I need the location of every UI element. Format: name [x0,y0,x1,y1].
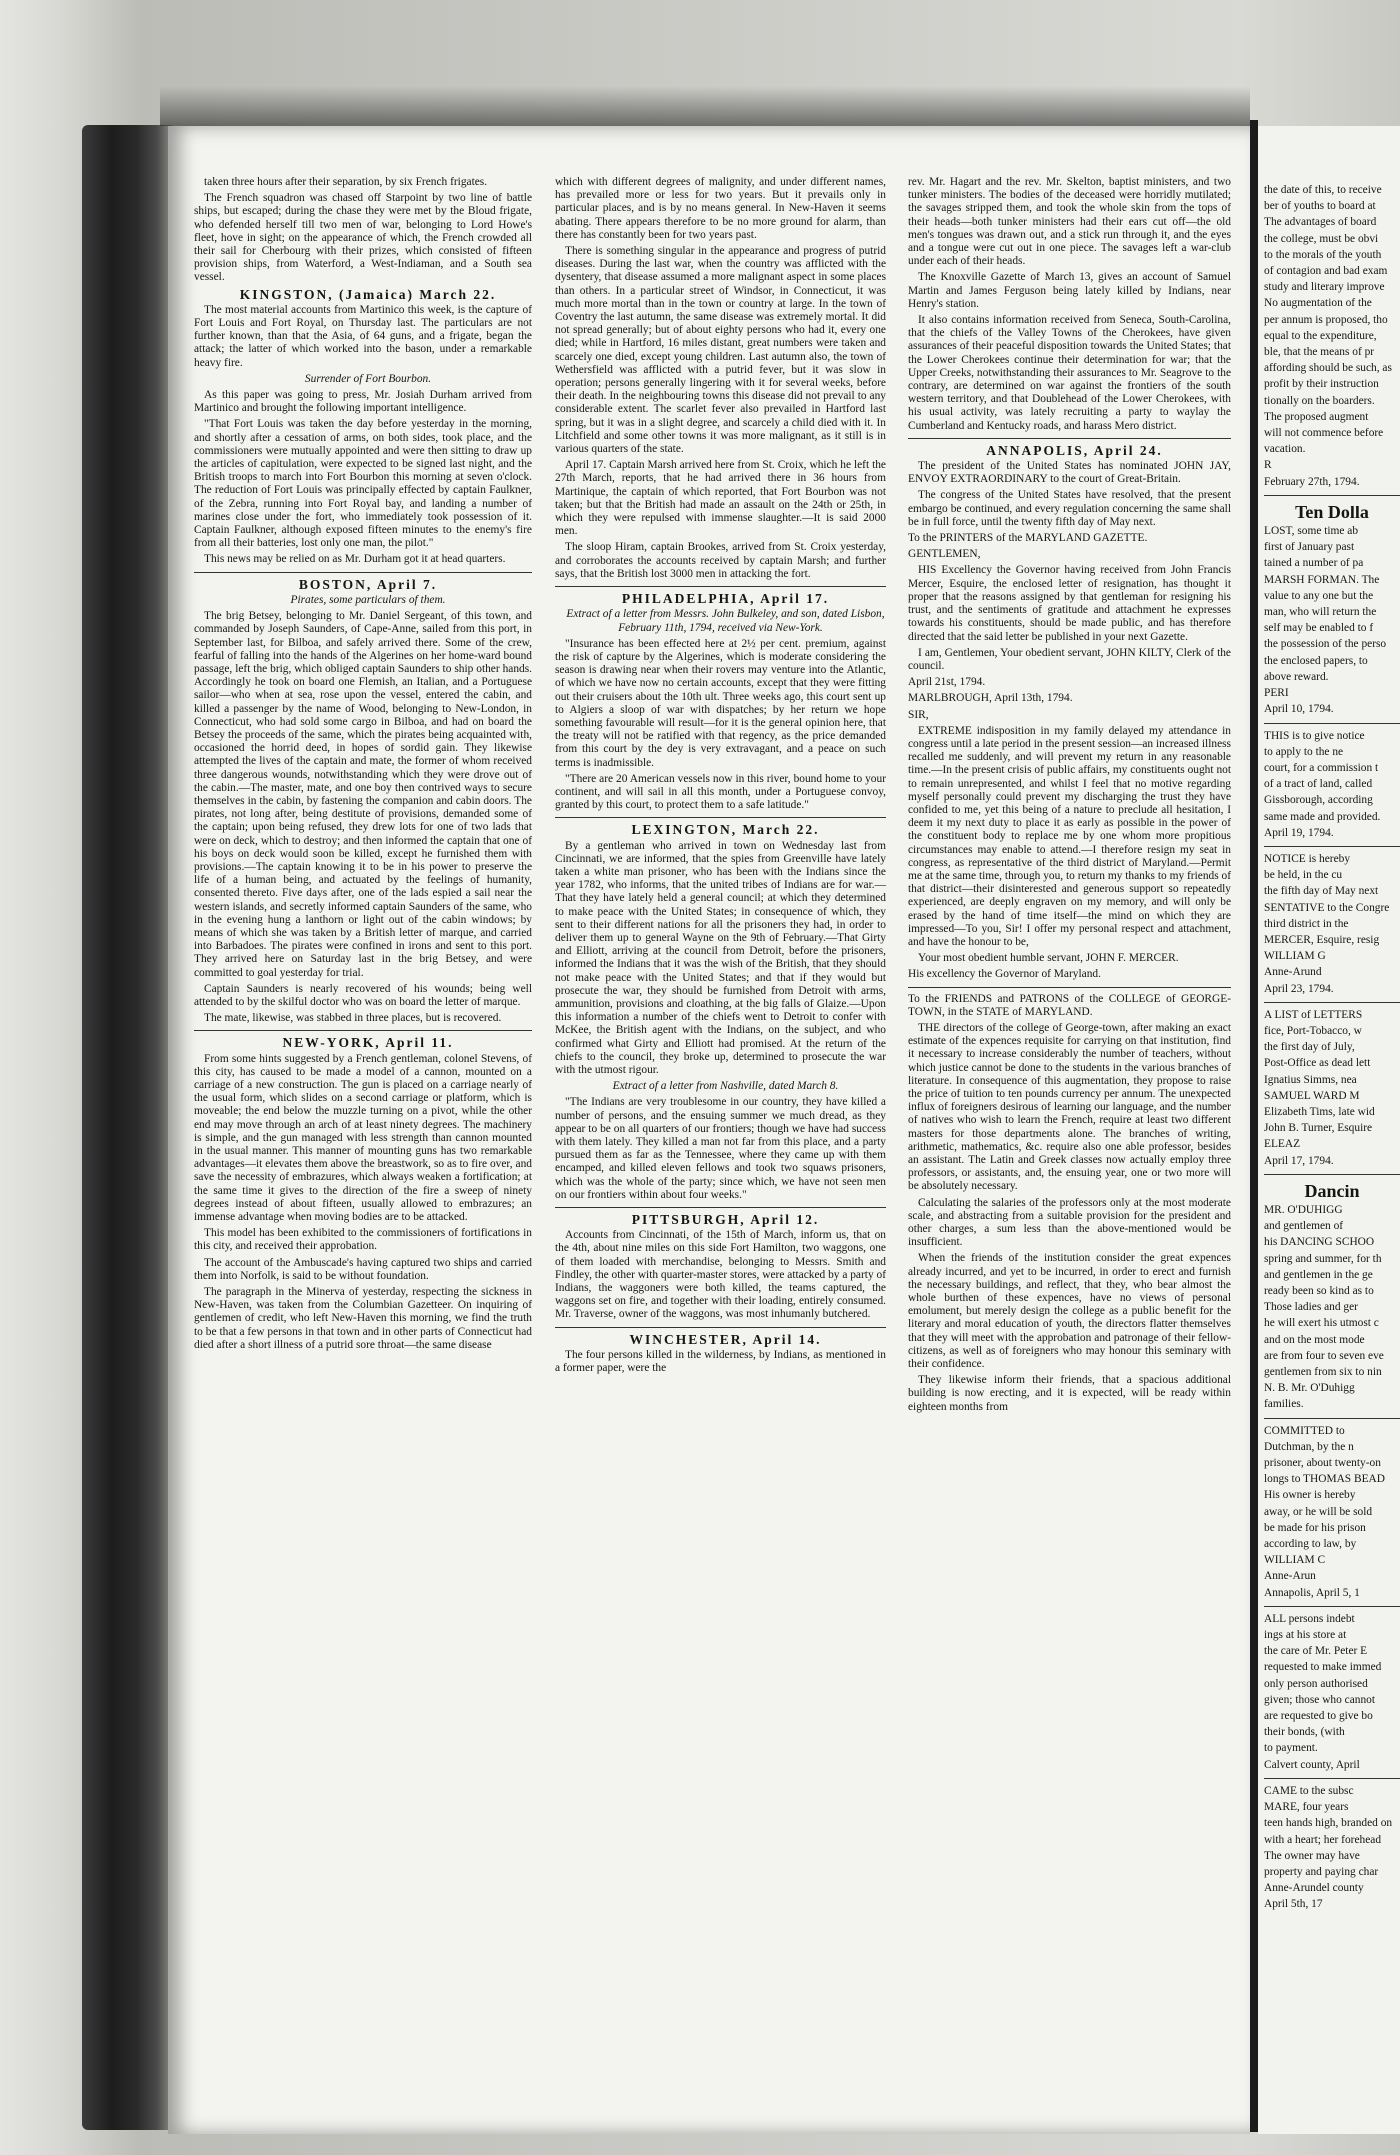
article-paragraph: The most material accounts from Martinico this week, is the capture of Fort Louis and Fort Royal, on Thursday last. The particulars are not further known, than that the Asia, of 64 guns, and a frigate, began the attack; the latter of which worked into the bason, under a remarkable heavy fire. [194,303,532,369]
article-paragraph: THIS is to give notice [1264,729,1365,742]
article-paragraph: tionally on the boarders. [1264,394,1375,407]
article-paragraph: To the FRIENDS and PATRONS of the COLLEGE of GEORGE-TOWN, in the STATE of MARYLAND. [908,992,1231,1018]
article-paragraph: SIR, [908,708,929,721]
article-paragraph: EXTREME indisposition in my family delayed my attendance in congress until a late period in the present session—an increased illness recalled me suddenly, and will prevent my return in any reasonable time.—In the present crisis of public affairs, my constituents ought not to remain unrepresented, and whilst I feel that no motive regarding myself personally could prevent my discharging the trust they have confided to me, yet this being of a nature to preclude all hesitation, I deem it my next duty to place it as early as possible in the power of the constituent body to replace me by one whom more propitious circumstances may enable to attend.—I therefore resign my seat in congress, as representative of the third district of Maryland.—Permit me at the same time, through you, to return my thanks to my friends of that district—their disinterested and generous support so repeatedly experienced, are deeply engraven on my memory, and will only be erased by the hand of time itself—the mind on which they are impressed—To you, Sir! I offer my personal respect and attachment, and have the honour to be, [908,724,1231,948]
article-paragraph: affording should be such, as [1264,362,1392,375]
article-paragraph: and on the most mode [1264,1333,1365,1346]
article-paragraph: "There are 20 American vessels now in this river, bound home to your continent, and will sail in all this month, under a Portuguese convoy, granted by this court, to protect them to a safe latitude." [555,772,886,812]
article-paragraph: of a tract of land, called [1264,778,1373,791]
article-paragraph: Anne-Arun [1264,1570,1316,1583]
article-paragraph: The advantages of board [1264,216,1377,229]
article-paragraph: WILLIAM C [1264,1554,1326,1567]
article-paragraph: first of January past [1264,541,1355,554]
dateline: LEXINGTON, March 22. [631,822,820,838]
dateline: KINGSTON, (Jamaica) March 22. [239,286,497,302]
article-paragraph: families. [1264,1398,1304,1411]
article-paragraph: No augmentation of the [1264,297,1372,310]
article-paragraph: rev. Mr. Hagart and the rev. Mr. Skelton, baptist ministers, and two tunker ministers. The bodies of the deceased were horridly mutilated; the savages stripped them, and took the whole skin from the tops of their heads—both tunker ministers had their ears cut off—the old men's tongues was drawn out, and a stick run through it, and the eyes and a tongue were cut out in one piece. The savages left a war-club under each of their heads. [908,176,1231,268]
book-spine [82,125,172,2130]
column-rule [555,586,886,587]
article-paragraph: prisoner, about twenty-on [1264,1457,1381,1470]
article-paragraph: Those ladies and ger [1264,1301,1358,1314]
page-gutter [1250,120,1258,2132]
article-paragraph: are from four to seven eve [1264,1349,1384,1362]
article-paragraph: When the friends of the institution consider the great expences already incurred, and yet to be incurred, in order to erect and furnish the necessary buildings, and reflect, that they, who bear almost the whole burthen of these expences, have no views of personal emolument, but merely design the college as a public benefit for the literary and moral education of youth, the directors flatter themselves that they will meet with the approbation and patronage of their fellow-citizens, as well as of foreigners who may honour this seminary with their confidence. [908,1252,1231,1371]
dateline: PHILADELPHIA, April 17. [621,591,830,607]
article-paragraph: The president of the United States has nominated JOHN JAY, ENVOY EXTRAORDINARY to the court of Great-Britain. [908,460,1231,486]
page-top-shadow [160,86,1250,126]
article-paragraph: LOST, some time ab [1264,525,1359,538]
column-2 [555,176,886,1378]
column-rule [555,1327,886,1328]
article-paragraph: to apply to the ne [1264,745,1344,758]
article-paragraph: he will exert his utmost c [1264,1317,1379,1330]
article-paragraph: Annapolis, April 5, 1 [1264,1586,1360,1599]
article-paragraph: SAMUEL WARD M [1264,1089,1360,1102]
ad-heading: Ten Dolla [1295,505,1369,520]
article-paragraph: their bonds, (with [1264,1726,1345,1739]
article-paragraph: April 23, 1794. [1264,982,1334,995]
article-paragraph: and gentlemen in the ge [1264,1268,1373,1281]
article-paragraph: N. B. Mr. O'Duhigg [1264,1382,1355,1395]
article-paragraph: Dutchman, by the n [1264,1440,1354,1453]
article-paragraph: court, for a commission t [1264,761,1379,774]
column-3 [908,176,1231,1417]
column-rule [908,987,1231,988]
article-paragraph: longs to THOMAS BEAD [1264,1473,1385,1486]
column-rule [1264,1418,1400,1419]
article-paragraph: away, or he will be sold [1264,1505,1373,1518]
article-paragraph: profit by their instruction [1264,378,1379,391]
article-paragraph: The account of the Ambuscade's having captured two ships and carried them into Norfolk, is said to be without foundation. [194,1256,532,1282]
article-paragraph: Gissborough, according [1264,794,1373,807]
column-rule [1264,1174,1400,1175]
article-paragraph: Your most obedient humble servant, JOHN F. MERCER. [918,952,1179,965]
article-paragraph: fice, Port-Tobacco, w [1264,1024,1362,1037]
article-paragraph: Elizabeth Tims, late wid [1264,1105,1375,1118]
article-paragraph: of contagion and bad exam [1264,265,1388,278]
article-paragraph: NOTICE is hereby [1264,852,1351,865]
article-paragraph: with a heart; her forehead [1264,1833,1382,1846]
article-paragraph: the enclosed papers, to [1264,654,1368,667]
article-paragraph: It also contains information received from Seneca, South-Carolina, that the chiefs of the Valley Towns of the Cherokees, have given assurances of their peaceful disposition towards the United States; that the Lower Cherokees continue their determination for war; that the Upper Creeks, notwithstanding their assurances to Mr. Seagrove to the contrary, are determined on war against the frontiers of the south western territory, and that Doublehead of the Lower Cherokees, with his usual activity, was lately recruiting a party to waylay the Cumberland and Kentucky roads, and harass Mero district. [908,314,1231,432]
article-paragraph: ready been so kind as to [1264,1285,1374,1297]
article-paragraph: The four persons killed in the wilderness, by Indians, as mentioned in a former paper, were the [555,1348,886,1375]
dateline: ANNAPOLIS, April 24. [986,442,1163,458]
article-paragraph: and gentlemen of [1264,1220,1344,1233]
article-paragraph: MARSH FORMAN. The [1264,573,1380,586]
article-paragraph: April 5th, 17 [1264,1898,1323,1911]
article-paragraph: April 17, 1794. [1264,1154,1334,1167]
article-paragraph: the care of Mr. Peter E [1264,1645,1368,1658]
article-paragraph: ALL persons indebt [1264,1612,1355,1625]
article-paragraph: property and paying char [1264,1865,1379,1878]
article-paragraph: given; those who cannot [1264,1693,1376,1706]
article-paragraph: third district in the [1264,917,1349,930]
article-paragraph: are requested to give bo [1264,1710,1373,1723]
column-rule [1264,1778,1400,1779]
article-paragraph: They likewise inform their friends, that a spacious additional building is now erecting, and it is expected, will be ready within eighteen months from [908,1374,1231,1413]
article-paragraph: COMMITTED to [1264,1424,1345,1437]
article-paragraph: which with different degrees of malignity, and under different names, has prevailed more or less for two years. But it prevails only in particular places, and is by no means general. In New-Haven it seems abating. There appears therefore to be no more ground for alarm, than there has constantly been for two years past. [555,176,886,241]
article-paragraph: From some hints suggested by a French gentleman, colonel Stevens, of this city, has caused to be made a model of a cannon, mounted on a carriage of a new construction. The gun is placed on a carriage nearly of the usual form, which slides on a second carriage or platform, which is moveable; the end below the muzzle turning on a pivot, while the other end may move through an arch of at least ninety degrees. The machinery is simple, and the gun managed with less strength than cannon mounted in the usual manner. This manner of mounting guns has two remarkable advantages—it elevates them above the breastwork, so as to fire over, and save the necessity of embrazures, which always weaken a fortification; at the same time it gives to the direction of the fire a sweep of ninety degrees instead of about fifteen, usually allowed to embrazures; an immense advantage when moving bodies are to be attacked. [194,1052,532,1224]
article-paragraph: "Insurance has been effected here at 2½ per cent. premium, against the risk of capture by the Algerines, which is moderate considering the season is drawing near when their rovers may venture into the Atlantic, of which we have now no certain accounts, except that they were fitting out their cruisers about the 10th ult. Three weeks ago, this court sent up to Algiers a sloop of war with dispatches; by her return we hope something favourable will result—for it is the general opinion here, that the treaty will not be ratified with that regency, as the price demanded from this court by the dey is very extravagant, and a peace on such terms is inadmissible. [555,637,886,769]
article-paragraph: His owner is hereby [1264,1489,1356,1502]
column-rule [194,1030,532,1031]
column-rule [194,572,532,573]
article-paragraph: SENTATIVE to the Congre [1264,901,1390,914]
dateline: PITTSBURGH, April 12. [631,1212,820,1228]
article-paragraph: ber of youths to board at [1264,200,1376,213]
column-1 [194,176,532,1355]
article-paragraph: MR. O'DUHIGG [1264,1203,1343,1216]
article-paragraph: THE directors of the college of George-town, after making an exact estimate of the expences requisite for carrying on that institution, find it necessary to increase considerably the number of teachers, without which justice cannot be done to the students in the various branches of literature. In consequence of this augmentation, they propose to raise the price of tuition to ten pounds currency per annum. The unexpected influx of foreigners desirous of learning our language, and the number of natives who wish to learn the French, require at least two different masters for those departments alone. The branches of writing, arithmetic, mathematics, &c. require also one able professor, besides an assistant. The Latin and Greek classes now actually employ three professors, or assistants, and, the ensuing year, one or two more will be absolutely necessary. [908,1021,1231,1193]
article-paragraph: only person authorised [1264,1677,1368,1690]
article-paragraph: April 17. Captain Marsh arrived here from St. Croix, which he left the 27th March, reports, that he had arrived there in 36 hours from Martinique, the captain of which reported, that Fort Bourbon was not taken; but that the British had made an assault on the 24th or 25th, in which they were repulsed with immense slaughter.—It is said 2000 men. [555,459,886,538]
dateline: BOSTON, April 7. [298,576,438,592]
article-paragraph: will not commence before [1264,427,1384,440]
article-paragraph: Calculating the salaries of the professors only at the most moderate scale, and abstracting from a suitable provision for the president and other charges, a sum less than the above-mentioned would be insufficient. [908,1196,1231,1249]
article-paragraph: His excellency the Governor of Maryland. [908,968,1101,981]
article-paragraph: CAME to the subsc [1264,1784,1354,1797]
article-paragraph: to payment. [1264,1742,1318,1755]
article-paragraph: the date of this, to receive [1264,184,1382,196]
article-paragraph: As this paper was going to press, Mr. Josiah Durham arrived from Martinico and brought the following important intelligence. [194,389,532,415]
article-paragraph: his DANCING SCHOO [1264,1236,1375,1249]
article-paragraph: To the PRINTERS of the MARYLAND GAZETTE. [908,532,1148,545]
subheading: Extract of a letter from Messrs. John Bulkeley, and son, dated Lisbon, February 11th, 1794, received via New-York. [566,608,885,634]
article-paragraph: The Knoxville Gazette of March 13, gives an account of Samuel Martin and James Ferguson being lately killed by Indians, near Henry's station. [908,271,1231,310]
column-rule [1264,1606,1400,1607]
column-rule [555,817,886,818]
article-paragraph: The brig Betsey, belonging to Mr. Daniel Sergeant, of this town, and commanded by Joseph Saunders, of Cape-Anne, sailed from this port, in September last, for Bilboa, and safely arrived there. Some of the crew, fearful of falling into the hands of the Algerines on her home-ward bound passage, left the brig, which obliged captain Saunders to ship other hands. Accordingly he took on board one Flemish, an Italian, and a Portuguese sailor—who when at sea, rose upon the vessel, entered the cabin, and killed a passenger by the name of Wood, belonging to New-London, in Connecticut, who had sold some cargo in Bilboa, and had on board the Betsey the proceeds of the same, which the pirates being acquainted with, occasioned the horrid deed, in hopes of sordid gain. They likewise attempted the lives of the captain and mate, the former of whom received three dangerous wounds, notwithstanding which they were drove out of the cabin.—The master, mate, and one boy then contrived ways to secure themselves in the cabin, by fastening the companion and cabin doors. The pirates, not long after, being destitute of provisions, demanded some of the captain; upon being refused, they drew lots for one of two lads that were on deck, which to destroy; and then informed the captain that one of his boys on deck would soon be killed, except he furnished them with provisions.—The captain knowing it to be in his power to preserve the life of a human being, and actuated by the feelings of humanity, consented thereto. Five days after, one of the lads espied a sail near the western islands, and secretly informed captain Saunders of the same, who in the evening hung a lanthorn or light out of the cabin windows; by means of which she was taken by a British letter of marque, and carried into Barbadoes. The pirates were confined in irons and sent to this port. They arrived here on Saturday last in the brig Betsey, and were committed to goal yesterday for trial. [194,610,532,979]
article-paragraph: The mate, likewise, was stabbed in three places, but is recovered. [204,1012,502,1025]
article-paragraph: teen hands high, branded on [1264,1817,1393,1830]
article-paragraph: the possession of the perso [1264,638,1387,651]
subheading: Surrender of Fort Bourbon. [304,372,432,385]
article-paragraph: I am, Gentlemen, Your obedient servant, JOHN KILTY, Clerk of the council. [908,646,1231,672]
article-paragraph: tained a number of pa [1264,557,1364,570]
right-page-column [1264,184,1400,1915]
article-paragraph: taken three hours after their separation, by six French frigates. [204,176,488,188]
newspaper-page-right [1258,126,1400,2134]
article-paragraph: "That Fort Louis was taken the day before yesterday in the morning, and shortly after a cessation of arms, on both sides, took place, and the commissioners were mutually appointed and were then sitting to draw up the articles of capitulation, were expected to be signed last night, and the British troops to march into Fort Bourbon this morning at seven o'clock. The reduction of Fort Louis was principally effected by captain Faulkner, of the Zebra, running into Fort Royal bay, and landing a number of marines close under the fort, who immediately took possession of it. Captain Faulkner, although exposed fifteen minutes to the enemy's fire from all their batteries, lost only one man, the pilot." [194,418,532,550]
article-paragraph: Captain Saunders is nearly recovered of his wounds; being well attended to by the skilful doctor who was on board the letter of marque. [194,982,532,1008]
article-paragraph: ings at his store at [1264,1629,1347,1642]
article-paragraph: the college, must be obvi [1264,232,1379,245]
article-paragraph: February 27th, 1794. [1264,475,1360,488]
article-paragraph: The owner may have [1264,1849,1360,1862]
newspaper-page-left [168,126,1250,2134]
article-paragraph: requested to make immed [1264,1661,1382,1674]
article-paragraph: John B. Turner, Esquire [1264,1122,1373,1135]
column-rule [1264,846,1400,847]
column-rule [1264,495,1400,496]
article-paragraph: "The Indians are very troublesome in our country, they have killed a number of persons, and the ensuing summer we much dread, as they appear to be on all quarters of our frontiers; though we have had success with them lately. They killed a man not far from this place, and a party pursued them as far as the Tennessee, where they came up with them encamped, and killed eleven fellows and took two squaws prisoners, which was the whole of the party; since which, we have not seen men on our frontiers within about four weeks." [555,1096,886,1201]
article-paragraph: to the morals of the youth [1264,248,1382,261]
article-paragraph: equal to the expenditure, [1264,329,1377,342]
article-paragraph: above reward. [1264,670,1329,683]
article-paragraph: gentlemen from six to nin [1264,1366,1382,1379]
article-paragraph: R [1264,459,1272,472]
article-paragraph: be made for his prison [1264,1521,1366,1534]
article-paragraph: Anne-Arundel county [1264,1882,1364,1895]
column-rule [555,1207,886,1208]
article-paragraph: self may be enabled to f [1264,622,1374,635]
article-paragraph: A LIST of LETTERS [1264,1008,1363,1021]
article-paragraph: The sloop Hiram, captain Brookes, arrived from St. Croix yesterday, and corroborates the accounts received by captain Marsh; and further says, that the British lost 3000 men in attacking the fort. [555,541,886,580]
article-paragraph: per annum is proposed, tho [1264,313,1388,326]
column-rule [1264,1002,1400,1003]
article-paragraph: Post-Office as dead lett [1264,1057,1371,1070]
article-paragraph: study and literary improve [1264,281,1385,294]
article-paragraph: The French squadron was chased off Starpoint by two line of battle ships, but escaped; during the chase they were met by the Bloud frigate, who defended herself till two men of war, belonging to Lord Howe's fleet, hove in sight; on the appearance of which, the French crowded all their sail for Cherbourg with their prizes, which consisted of fifteen provision ships, from Waterford, a West-Indiaman, and a South sea vessel. [194,192,532,284]
article-paragraph: man, who will return the [1264,606,1377,619]
subheading: Extract of a letter from Nashville, dated March 8. [612,1080,839,1093]
article-paragraph: MARLBROUGH, April 13th, 1794. [908,692,1073,705]
article-paragraph: Ignatius Simms, nea [1264,1073,1357,1086]
ad-heading: Dancin [1304,1184,1360,1198]
article-paragraph: The congress of the United States have resolved, that the present embargo be continued, and every regulation concerning the same shall be in full force, until the twenty fifth day of May next. [908,489,1231,528]
article-paragraph: the first day of July, [1264,1041,1355,1054]
article-paragraph: value to any one but the [1264,589,1374,602]
article-paragraph: spring and summer, for th [1264,1252,1382,1265]
article-paragraph: Calvert county, April [1264,1758,1360,1771]
article-paragraph: There is something singular in the appearance and progress of putrid diseases. During the last war, when the country was afflicted with the dysentery, that disease assumed a more malignant aspect in some places than others. In a particular street of Windsor, in Connecticut, it was much more mortal than in the town or country at large. In the town of Coventry the last autumn, the same disease was extremely mortal. It did not spread generally; but of about eighty persons who had it, every one died; while in Hartford, 16 miles distant, great numbers were taken and scarcely one died, except young children. Last autumn also, the town of Wethersfield was afflicted with a putrid fever, but it was slow in operation; persons generally lingering with it for several weeks, before their death. In the neighbouring towns this disease did not prevail to any considerable extent. The scarlet fever also prevailed in Hartford last spring, but it was in a slight degree, and scarcely a child died with it. In Litchfield and some other towns it was more malignant, as it still is in various quarters of the state. [555,245,886,456]
article-paragraph: MARE, four years [1264,1801,1349,1814]
article-paragraph: April 21st, 1794. [908,676,986,689]
article-paragraph: April 19, 1794. [1264,826,1334,839]
article-paragraph: according to law, by [1264,1538,1357,1551]
article-paragraph: ELEAZ [1264,1138,1301,1151]
dateline: WINCHESTER, April 14. [629,1331,822,1347]
article-paragraph: The proposed augment [1264,410,1369,423]
article-paragraph: the fifth day of May next [1264,885,1379,898]
article-paragraph: WILLIAM G [1264,950,1326,963]
article-paragraph: April 10, 1794. [1264,703,1334,716]
column-rule [1264,723,1400,724]
article-paragraph: same made and provided. [1264,810,1381,823]
article-paragraph: PERI [1264,687,1289,700]
article-paragraph: HIS Excellency the Governor having received from John Francis Mercer, Esquire, the enclosed letter of resignation, has thought it proper that the reasons assigned by that gentleman for resigning his trust, and the sentiments of gratitude and attachment he expresses towards his constituents, should be made public, and has therefore directed that the said letter be published in your next Gazette. [908,564,1231,643]
column-rule [908,438,1231,439]
article-paragraph: be held, in the cu [1264,869,1343,882]
article-paragraph: By a gentleman who arrived in town on Wednesday last from Cincinnati, we are informed, that the spies from Greenville have lately taken a white man prisoner, who has been with the Indians since the year 1782, who informs, that the united tribes of Indians are for war.—That they have lately held a general council; at which they determined to make peace with the United States; in consequence of which, they sent to their different nations for all the prisoners they had, in order to deliver them up to general Wayne on the 9th of February.—That Girty and Elliott, arriving at the council from Detroit, before the prisoners, informed the Indians that it was the wish of the British, that they should not make peace with the United States; and that if they would but prosecute the war, they should be furnished from Detroit with arms, ammunition, provisions and cloathing, at the big falls of Glaize.—Upon this information a number of the chiefs went to Detroit to confer with McKee, the British agent with the Indians, on the subject, and who confirmed what Girty and Elliott had promised. At the return of the chiefs to the council, they broke up, determined to prosecute the war with the utmost rigour. [555,839,886,1076]
article-paragraph: GENTLEMEN, [908,548,981,561]
subheading: Pirates, some particulars of them. [290,593,446,606]
dateline: NEW-YORK, April 11. [282,1035,454,1051]
article-paragraph: MERCER, Esquire, resig [1264,933,1380,946]
article-paragraph: vacation. [1264,443,1306,456]
article-paragraph: This news may be relied on as Mr. Durham got it at head quarters. [204,553,506,566]
article-paragraph: Anne-Arund [1264,966,1322,979]
article-paragraph: Accounts from Cincinnati, of the 15th of March, inform us, that on the 4th, about nine miles on this side Fort Hamilton, two waggons, one of them loaded with merchandise, belonging to Messrs. Smith and Findley, the other with quarter-master stores, were attacked by a party of Indians, the waggoners were both killed, the teams captured, the waggons set on fire, and together with their loading, entirely consumed. Mr. Traverse, owner of the waggons, was most inhumanly butchered. [555,1229,886,1321]
article-paragraph: ble, that the means of pr [1264,346,1375,359]
article-paragraph: The paragraph in the Minerva of yesterday, respecting the sickness in New-Haven, was taken from the Columbian Gazetteer. On inquiring of gentlemen of credit, who left New-Haven this morning, we find the truth to be that a few persons in that town and in other parts of Connecticut had died after a short illness of a putrid sore throat—the same disease [194,1286,532,1351]
article-paragraph: This model has been exhibited to the commissioners of fortifications in this city, and received their approbation. [194,1227,532,1253]
